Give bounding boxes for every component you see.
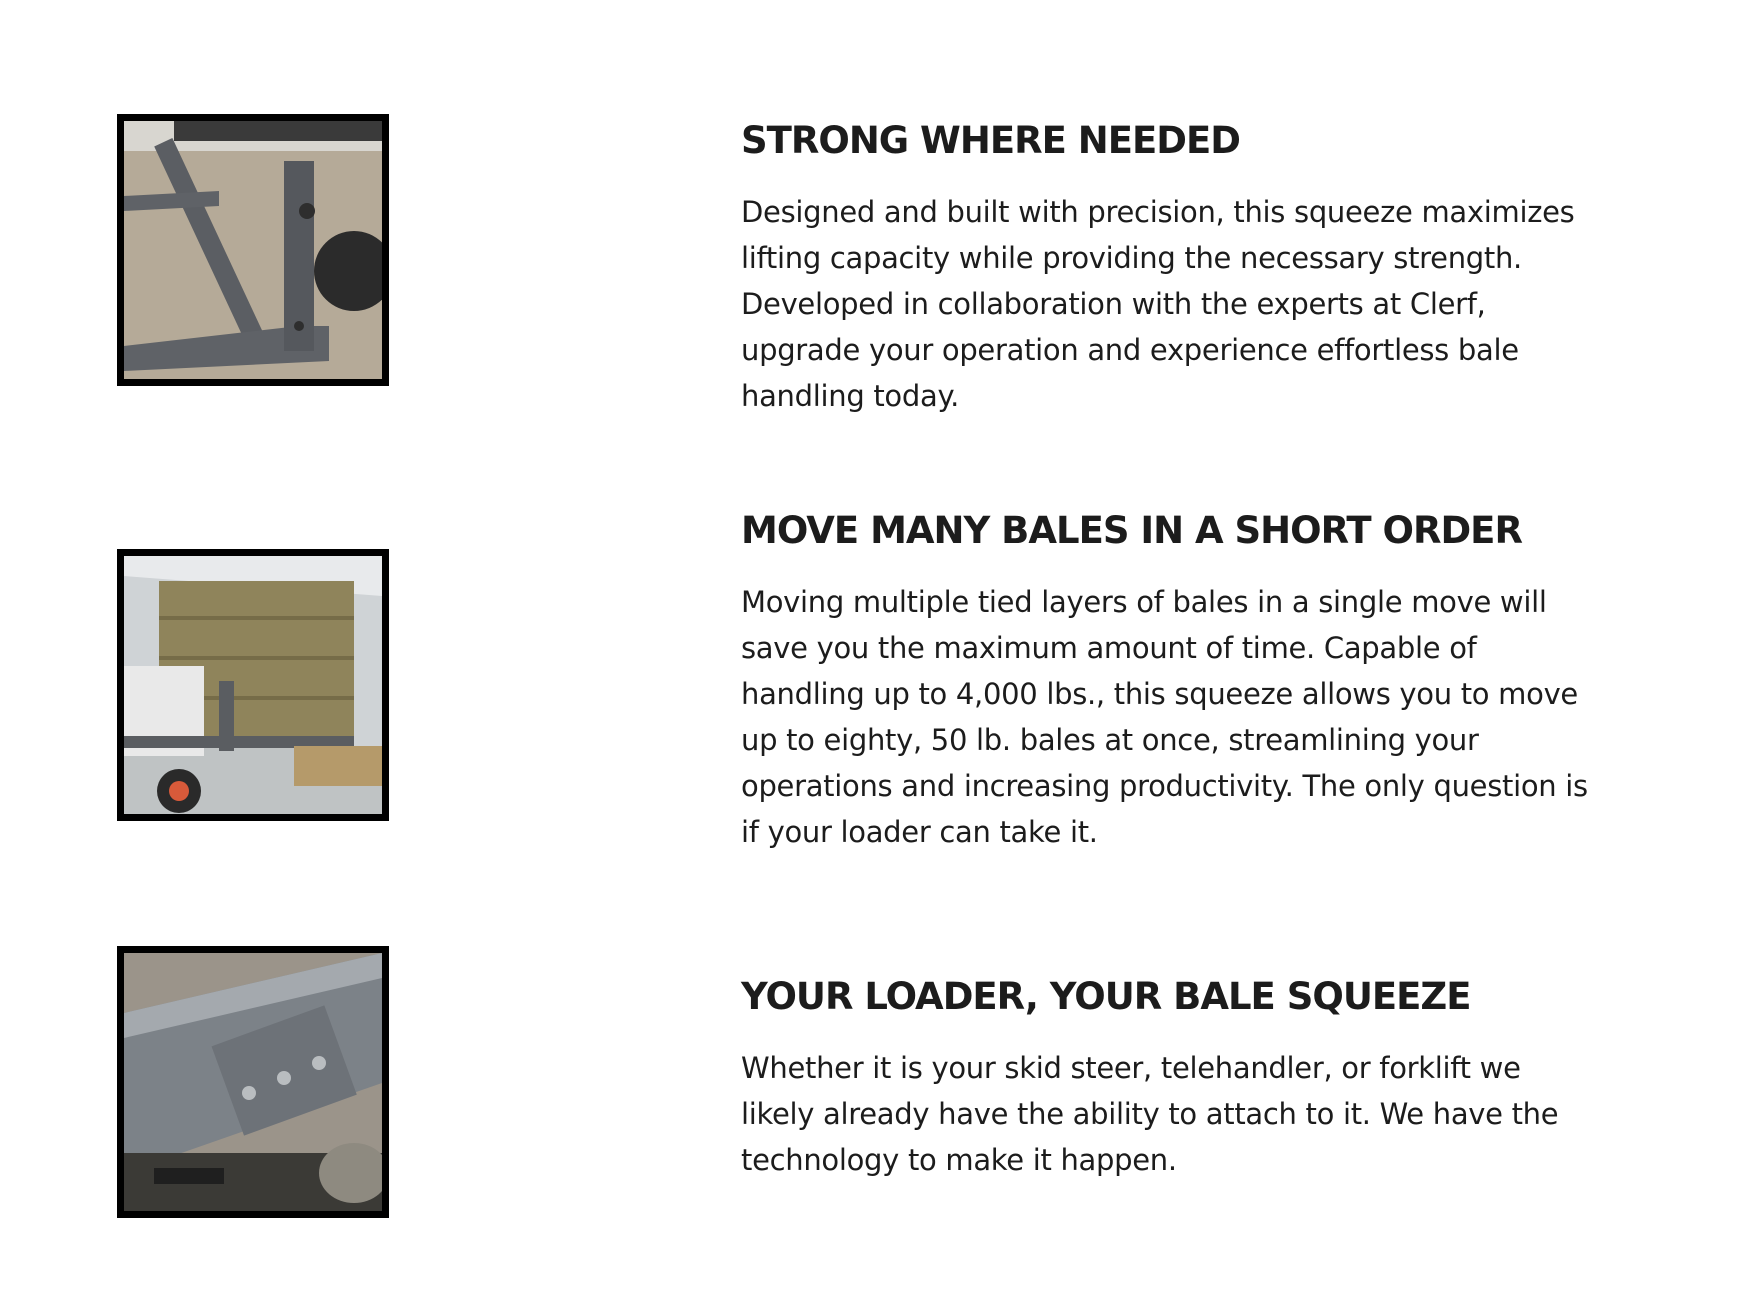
bale-stack-photo — [117, 549, 389, 821]
feature-heading: STRONG WHERE NEEDED — [741, 119, 1240, 162]
feature-copy — [741, 117, 1601, 419]
bale-stack-image — [124, 556, 382, 814]
feature-description: Moving multiple tied layers of bales in a single move will save you the maximum amount of time. Capable of handling up to 4,000 lbs., this squeeze allows you to move up to eighty, 50 lb. bales at once, streamlining your operations and increasing productivity. The only question is if your loader can take it. — [741, 585, 1588, 849]
feature-heading: MOVE MANY BALES IN A SHORT ORDER — [741, 509, 1522, 552]
feature-description: Whether it is your skid steer, telehandler, or forklift we likely already have the ability to attach to it. We have the technology to make it happen. — [741, 1051, 1559, 1177]
bale-squeeze-frame-photo — [117, 114, 389, 386]
feature-heading: YOUR LOADER, YOUR BALE SQUEEZE — [741, 975, 1471, 1018]
feature-copy — [741, 507, 1601, 855]
bale-squeeze-frame-image — [124, 121, 382, 379]
loader-mount-image — [124, 953, 382, 1211]
loader-mount-photo — [117, 946, 389, 1218]
feature-description: Designed and built with precision, this squeeze maximizes lifting capacity while providing the necessary strength. Developed in collaboration with the experts at Clerf, upgrade your operation and experience effortless bale handling today. — [741, 195, 1575, 413]
feature-copy — [741, 973, 1601, 1183]
